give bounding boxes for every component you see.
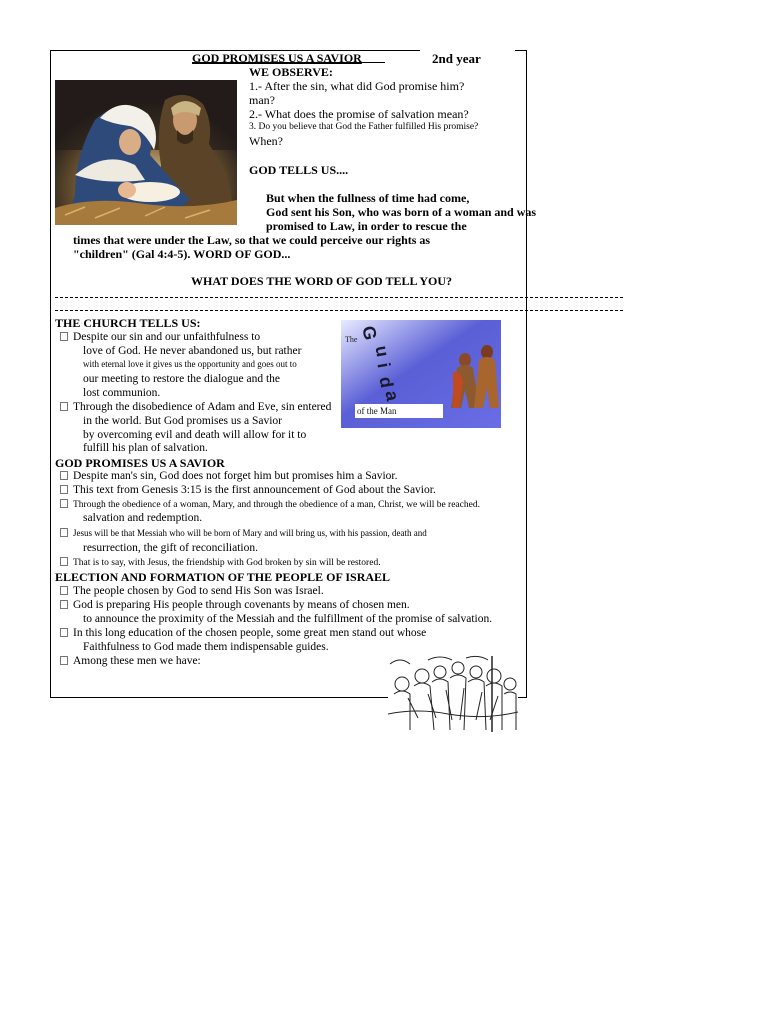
election-line: to announce the proximity of the Messiah and the fulfillment of the promise of salvation. [83, 613, 493, 625]
observe-heading: WE OBSERVE: [249, 65, 333, 79]
election-heading: ELECTION AND FORMATION OF THE PEOPLE OF ISRAEL [55, 570, 391, 584]
scripture-line: But when the fullness of time had come, [266, 191, 470, 205]
nativity-image [55, 80, 237, 225]
guide-small-text: The [345, 335, 358, 344]
observe-line: 2.- What does the promise of salvation mean? [249, 107, 469, 121]
guide-letter: d [375, 375, 398, 390]
year-label: 2nd year [432, 51, 481, 66]
page-frame-right [526, 50, 527, 698]
church-line: our meeting to restore the dialogue and the [83, 373, 281, 385]
promise-bullet-item: Jesus will be that Messiah who will be born of Mary and will bring us, with his passion, death and [60, 528, 427, 538]
observe-line: When? [249, 134, 283, 148]
church-bullet-item: Despite our sin and our unfaithfulness to [60, 331, 260, 343]
promise-heading: GOD PROMISES US A SAVIOR [55, 456, 225, 470]
election-bullet-item: God is preparing His people through covenants by means of chosen men. [60, 599, 410, 611]
answer-line [55, 310, 623, 311]
guide-letter: i [373, 361, 395, 370]
church-line: in the world. But God promises us a Savior [83, 415, 282, 427]
guide-letter: G [358, 324, 381, 342]
bullet-icon [60, 628, 68, 637]
bullet-icon [60, 332, 68, 341]
page-frame-bottom-right [518, 697, 527, 698]
title-underline [192, 62, 385, 63]
church-line: fulfill his plan of salvation. [83, 442, 208, 454]
scripture-line: times that were under the Law, so that we could perceive our rights as [73, 233, 431, 247]
bullet-icon [60, 586, 68, 595]
bullet-icon [60, 485, 68, 494]
page-frame-left [50, 50, 51, 698]
church-line: by overcoming evil and death will allow for it to [83, 429, 307, 441]
guide-caption: of the Man [357, 406, 397, 416]
promise-bullet-item: Through the obedience of a woman, Mary, and through the obedience of a man, Christ, we will be reached. [60, 499, 480, 510]
election-line: Faithfulness to God made them indispensable guides. [83, 641, 329, 653]
page-frame-bottom [50, 697, 388, 698]
question-heading: WHAT DOES THE WORD OF GOD TELL YOU? [191, 274, 453, 288]
observe-line: man? [249, 93, 275, 107]
promise-bullet-item: That is to say, with Jesus, the friendship with God broken by sin will be restored. [60, 557, 381, 568]
guide-image [341, 320, 501, 428]
election-bullet-item: Among these men we have: [60, 655, 201, 667]
promise-line: salvation and redemption. [83, 512, 203, 524]
observe-line: 3. Do you believe that God the Father fulfilled His promise? [249, 122, 479, 132]
guide-letter: u [371, 344, 394, 359]
election-bullet-item: The people chosen by God to send His Son was Israel. [60, 585, 324, 597]
observe-line: 1.- After the sin, what did God promise him? [249, 79, 465, 93]
answer-line [55, 297, 623, 298]
election-bullet-item: In this long education of the chosen people, some great men stand out whose [60, 627, 426, 639]
bullet-icon [60, 600, 68, 609]
god-tells-heading: GOD TELLS US.... [249, 163, 349, 177]
scripture-line: promised to Law, in order to rescue the [266, 219, 467, 233]
bullet-icon [60, 471, 68, 480]
scripture-line: God sent his Son, who was born of a woman and was [266, 205, 537, 219]
church-line: with eternal love it gives us the opportunity and goes out to [83, 359, 297, 369]
church-heading: THE CHURCH TELLS US: [55, 316, 201, 330]
bullet-icon [60, 528, 68, 537]
bullet-icon [60, 656, 68, 665]
promise-bullet-item: Despite man's sin, God does not forget him but promises him a Savior. [60, 470, 397, 482]
church-line: love of God. He never abandoned us, but rather [83, 345, 302, 357]
bullet-icon [60, 499, 68, 508]
guide-letter: a [381, 389, 403, 403]
promise-bullet-item: This text from Genesis 3:15 is the first announcement of God about the Savior. [60, 484, 436, 496]
bullet-icon [60, 402, 68, 411]
page-title: GOD PROMISES US A SAVIOR [192, 51, 362, 65]
scripture-line: "children" (Gal 4:4-5). WORD OF GOD... [73, 247, 291, 261]
crowd-drawing-image [388, 654, 518, 732]
church-bullet-item: Through the disobedience of Adam and Eve, sin entered [60, 401, 331, 413]
church-line: lost communion. [83, 387, 161, 399]
promise-line: resurrection, the gift of reconciliation. [83, 542, 258, 554]
bullet-icon [60, 557, 68, 566]
